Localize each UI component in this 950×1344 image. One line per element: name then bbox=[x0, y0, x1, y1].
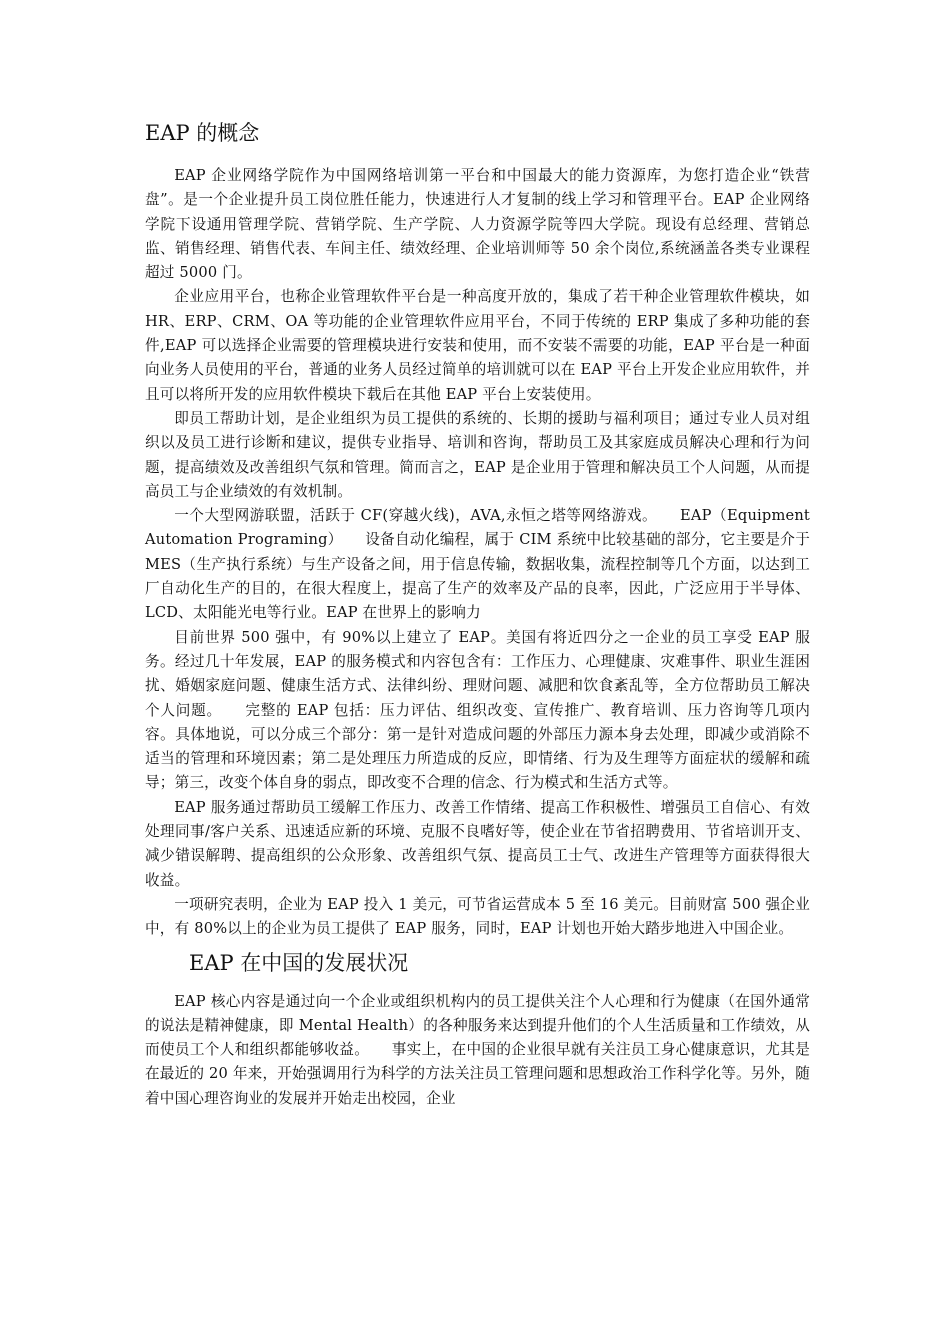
paragraph: 一项研究表明，企业为 EAP 投入 1 美元，可节省运营成本 5 至 16 美元。目前财富 500 强企业中，有 80%以上的企业为员工提供了 EAP 服务，同时，EAP 计划也开始大踏步地进入中国企业。 bbox=[145, 895, 810, 938]
section-heading-eap-concept: EAP 的概念 bbox=[145, 121, 260, 145]
paragraph: EAP 核心内容是通过向一个企业或组织机构内的员工提供关注个人心理和行为健康（在国外通常的说法是精神健康，即 Mental Health）的各种服务来达到提升他们的个人生活质量和工作绩效，从而使员工个人和组织都能够收益。 事实上，在中国的企业很早就有关注员工身心健康意识，尤其是在最近的 20 年来，开始强调用行为科学的方法关注员工管理问题和思想政治工作科学化等。另外，随着中国心理咨询业的发展并开始走出校园，企业 bbox=[145, 992, 810, 1107]
paragraph: 企业应用平台，也称企业管理软件平台是一种高度开放的，集成了若干种企业管理软件模块，如 HR、ERP、CRM、OA 等功能的企业管理软件应用平台，不同于传统的 ERP 集成了多种功能的套件,EAP 可以选择企业需要的管理模块进行安装和使用，而不安装不需要的功能，EAP 平台是一种面向业务人员使用的平台，普通的业务人员经过简单的培训就可以在 EAP 平台上开发企业应用软件，并且可以将所开发的应用软件模块下载后在其他 EAP 平台上安装使用。 bbox=[145, 288, 810, 403]
paragraph: 一个大型网游联盟，活跃于 CF(穿越火线)，AVA,永恒之塔等网络游戏。 EAP（Equipment Automation Programing） 设备自动化编程，属于 CIM 系统中比较基础的部分，它主要是介于 MES（生产执行系统）与生产设备之间，用于信息传输，数据收集，流程控制等几个方面，以达到工厂自动化生产的目的，在很大程度上，提高了生产的效率及产品的良率，因此，广泛应用于半导体、LCD、太阳能光电等行业。EAP 在世界上的影响力 bbox=[145, 507, 810, 622]
paragraph: 目前世界 500 强中，有 90%以上建立了 EAP。美国有将近四分之一企业的员工享受 EAP 服务。经过几十年发展，EAP 的服务模式和内容包含有：工作压力、心理健康、灾难事件、职业生涯困扰、婚姻家庭问题、健康生活方式、法律纠纷、理财问题、减肥和饮食紊乱等，全方位帮助员工解决个人问题。 完整的 EAP 包括：压力评估、组织改变、宣传推广、教育培训、压力咨询等几项内容。具体地说，可以分成三个部分：第一是针对造成问题的外部压力源本身去处理，即减少或消除不适当的管理和环境因素；第二是处理压力所造成的反应，即情绪、行为及生理等方面症状的缓解和疏导；第三，改变个体自身的弱点，即改变不合理的信念、行为模式和生活方式等。 bbox=[145, 628, 810, 792]
section-heading-eap-in-china: EAP 在中国的发展状况 bbox=[189, 950, 409, 975]
paragraph: EAP 服务通过帮助员工缓解工作压力、改善工作情绪、提高工作积极性、增强员工自信心、有效处理同事/客户关系、迅速适应新的环境、克服不良嗜好等，使企业在节省招聘费用、节省培训开支、减少错误解聘、提高组织的公众形象、改善组织气氛、提高员工士气、改进生产管理等方面获得很大收益。 bbox=[145, 798, 810, 889]
paragraph: EAP 企业网络学院作为中国网络培训第一平台和中国最大的能力资源库，为您打造企业“铁营盘”。是一个企业提升员工岗位胜任能力，快速进行人才复制的线上学习和管理平台。EAP 企业网络学院下设通用管理学院、营销学院、生产学院、人力资源学院等四大学院。现设有总经理、营销总监、销售经理、销售代表、车间主任、绩效经理、企业培训师等 50 余个岗位,系统涵盖各类专业课程超过 5000 门。 bbox=[145, 167, 810, 282]
paragraph: 即员工帮助计划，是企业组织为员工提供的系统的、长期的援助与福利项目；通过专业人员对组织以及员工进行诊断和建议，提供专业指导、培训和咨询，帮助员工及其家庭成员解决心理和行为问题，提高绩效及改善组织气氛和管理。简而言之，EAP 是企业用于管理和解决员工个人问题，从而提高员工与企业绩效的有效机制。 bbox=[145, 409, 810, 500]
